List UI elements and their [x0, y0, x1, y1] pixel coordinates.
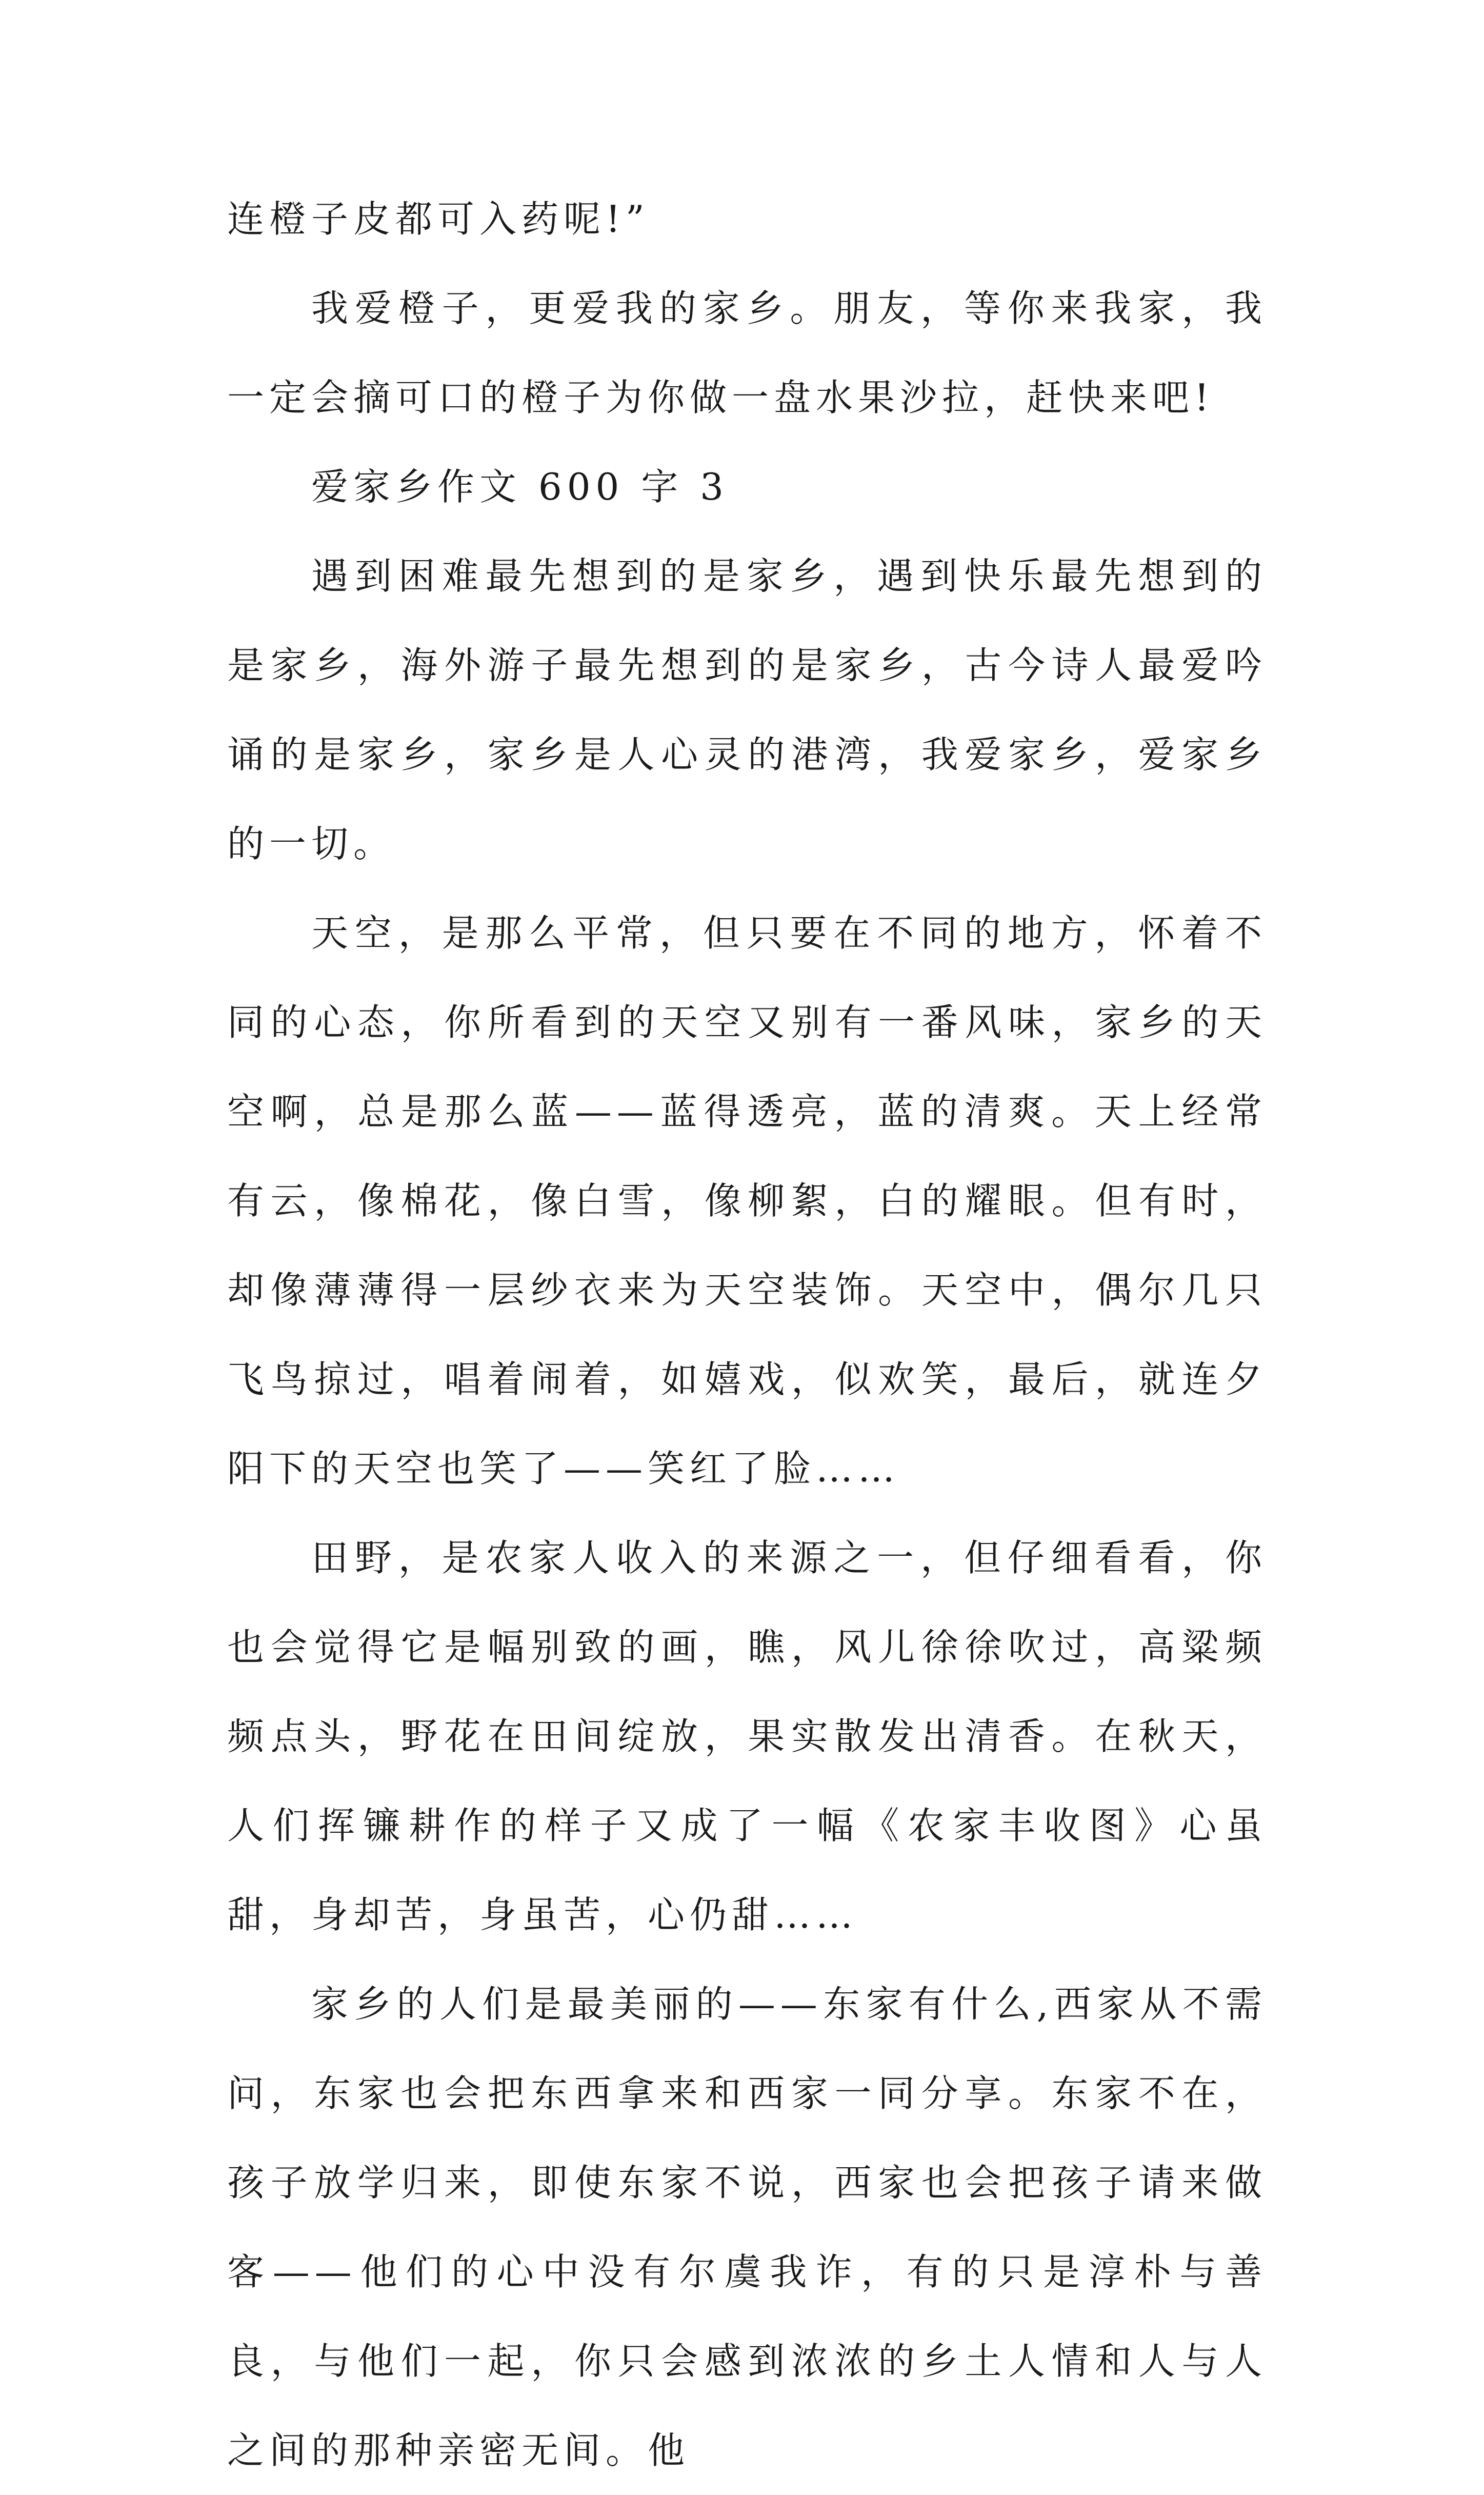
article-body: [227, 174, 1267, 2495]
paragraph-2: 我爱橙子，更爱我的家乡。朋友，等你来我家，我一定会摘可口的橙子为你做一盘水果沙拉，赶快来吧!: [227, 287, 1267, 419]
paragraph-6: 家乡的人们是最美丽的——东家有什么,西家从不需问，东家也会把东西拿来和西家一同分享。东家不在，孩子放学归来，即使东家不说，西家也会把孩子请来做客——他们的心中没有尔虞我诈，有的只是淳朴与善良，与他们一起，你只会感到浓浓的乡土人情和人与人之间的那种亲密无间。他: [227, 1983, 1267, 2472]
paragraph-5: 田野，是农家人收入的来源之一，但仔细看看，你也会觉得它是幅别致的画，瞧，风儿徐徐吹过，高粱频频点头，野花在田间绽放，果实散发出清香。在秋天，人们挥镰耕作的样子又成了一幅《农家丰收图》心虽甜，身却苦，身虽苦，心仍甜……: [227, 1536, 1267, 1936]
paragraph-3: 遇到困难最先想到的是家乡，遇到快乐最先想到的是家乡，海外游子最先想到的是家乡，古今诗人最爱吟诵的是家乡，家乡是人心灵的港湾，我爱家乡，爱家乡的一切。: [227, 555, 1267, 865]
paragraph-4: 天空，是那么平常，但只要在不同的地方，怀着不同的心态，你所看到的天空又别有一番风味，家乡的天空啊，总是那么蓝——蓝得透亮，蓝的清爽。天上经常有云，像棉花，像白雪，像柳絮，白的耀眼。但有时，却像薄薄得一层纱衣来为天空装饰。天空中，偶尔几只飞鸟掠过，唱着闹着，如嬉戏，似欢笑，最后，就连夕阳下的天空也笑了——笑红了脸……: [227, 912, 1267, 1490]
paragraph-1: 连橙子皮都可入药呢!”: [227, 197, 650, 241]
section-heading: 爱家乡作文 600 字 3: [311, 465, 729, 508]
